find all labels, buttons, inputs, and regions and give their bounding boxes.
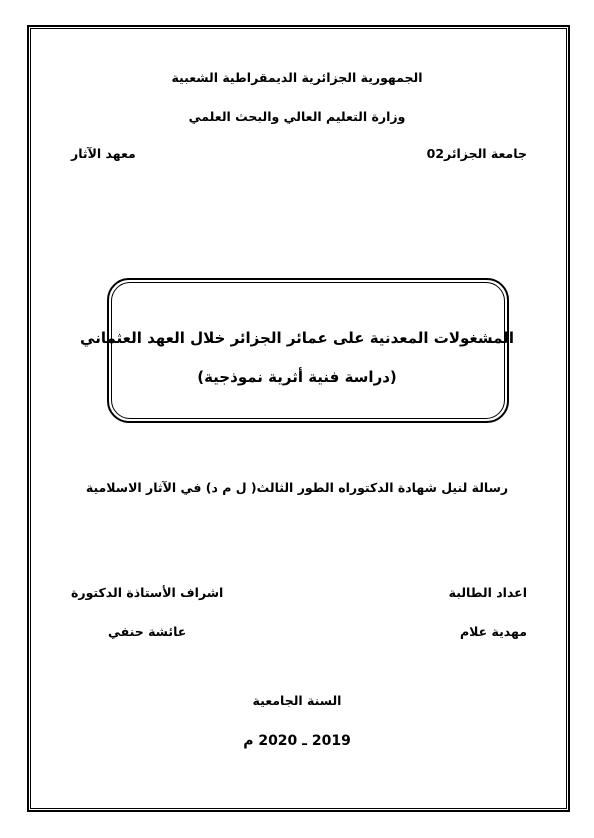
academic-year-label: السنة الجامعية xyxy=(252,693,342,708)
thesis-description: رسالة لنيل شهادة الدكتوراه الطور الثالث( ل م د) في الآثار الاسلامية xyxy=(85,480,509,495)
institute-name: معهد الآثار xyxy=(71,146,136,161)
academic-year-value: 2019 ـ 2020 م xyxy=(243,733,351,749)
republic-heading: الجمهورية الجزائرية الديمقراطية الشعبية xyxy=(171,70,423,85)
student-label: اعداد الطالبة xyxy=(448,585,527,600)
thesis-subtitle: (دراسة فنية أثرية نموذجية) xyxy=(197,368,397,386)
university-name: جامعة الجزائر02 xyxy=(426,146,527,161)
thesis-title-box-inner xyxy=(111,282,505,419)
thesis-title: المشغولات المعدنية على عمائر الجزائر خلال العهد العثماني xyxy=(80,329,514,347)
student-name: مهدية علام xyxy=(459,624,527,639)
supervisor-name: عائشة حنفي xyxy=(108,624,187,639)
supervisor-label: اشراف الأستاذة الدكتورة xyxy=(71,585,224,600)
ministry-heading: وزارة التعليم العالي والبحث العلمي xyxy=(188,109,406,124)
